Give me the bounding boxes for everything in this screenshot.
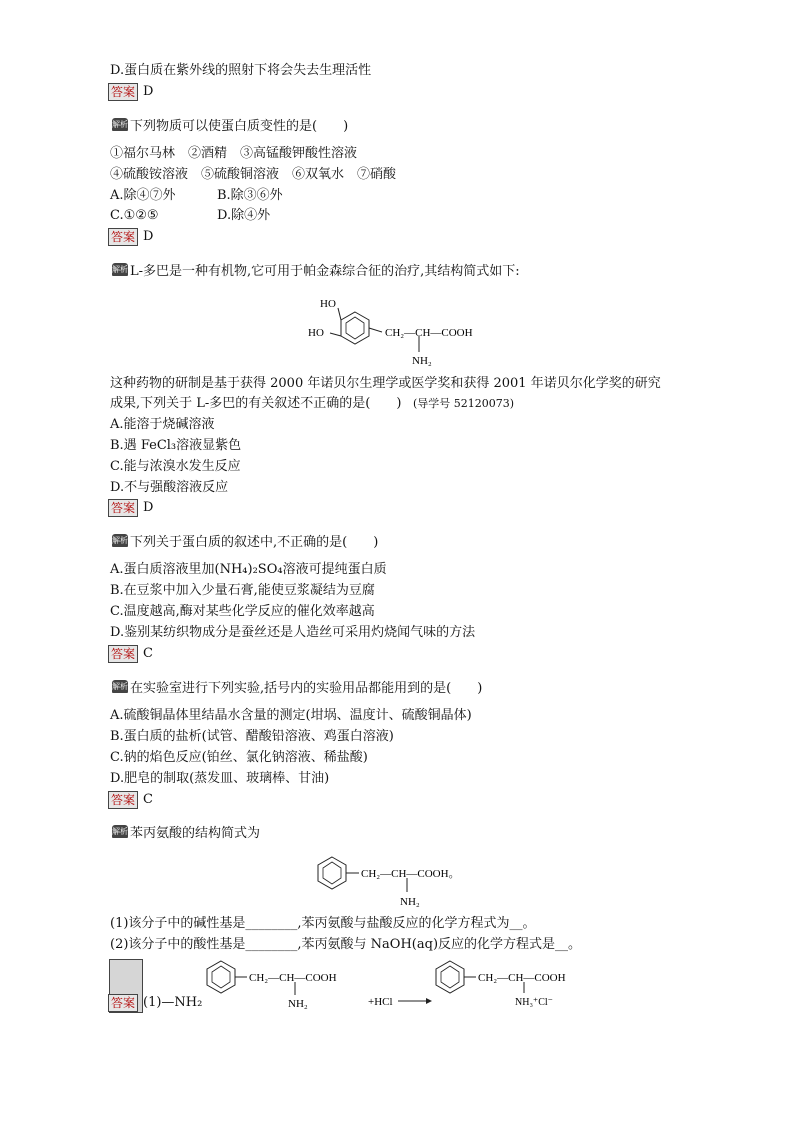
answer-value: D [143, 229, 154, 244]
q4-option-c: C.钠的焰色反应(铂丝、氯化钠溶液、稀盐酸) [110, 750, 368, 765]
answer-badge: 答案 [108, 791, 138, 809]
side-chain: CH₂—CH—COOH。 [361, 868, 460, 880]
answer-value: D [143, 84, 154, 99]
q2-ref: (导学号 52120073) [413, 397, 515, 410]
q1-option-d: D.除④外 [217, 208, 271, 223]
ho-label-bottom: HO [308, 327, 324, 339]
eq-left-amino: NH₂ [288, 998, 308, 1010]
answer-prefix: (1)—NH₂ [143, 995, 203, 1010]
q3-option-a: A.蛋白质溶液里加(NH₄)₂SO₄溶液可提纯蛋白质 [110, 562, 387, 577]
question-icon: 解析 [112, 536, 128, 545]
side-chain: CH₂—CH—COOH [385, 327, 473, 339]
answer-value: C [143, 646, 153, 661]
q4-stem: 在实验室进行下列实验,括号内的实验用品都能用到的是( ) [130, 681, 483, 696]
q1-option-c: C.①②⑤ [110, 208, 159, 223]
answer-badge: 答案 [108, 499, 138, 517]
q3-option-b: B.在豆浆中加入少量石膏,能使豆浆凝结为豆腐 [110, 583, 375, 598]
answer-badge: 答案 [108, 994, 138, 1012]
reaction-equation [200, 955, 600, 1017]
amino-group: NH₂ [412, 355, 432, 367]
q1-line1: ①福尔马林 ②酒精 ③高锰酸钾酸性溶液 [110, 146, 358, 161]
q4-option-b: B.蛋白质的盐析(试管、醋酸铅溶液、鸡蛋白溶液) [110, 729, 394, 744]
q3-stem: 下列关于蛋白质的叙述中,不正确的是( ) [130, 535, 379, 550]
answer-badge: 答案 [108, 228, 138, 246]
q2-option-a: A.能溶于烧碱溶液 [110, 417, 215, 432]
q1-option-b: B.除③⑥外 [217, 188, 283, 203]
q3-option-d: D.鉴别某纺织物成分是蚕丝还是人造丝可采用灼烧闻气味的方法 [110, 625, 476, 640]
eq-right-ammonium: NH₃⁺Cl⁻ [515, 997, 553, 1008]
answer-value: C [143, 792, 153, 807]
eq-right-chain: CH₂—CH—COOH [478, 972, 566, 984]
q2-option-b: B.遇 FeCl₃溶液显紫色 [110, 438, 242, 453]
answer-value: D [143, 500, 154, 515]
q2-desc1: 这种药物的研制是基于获得 2000 年诺贝尔生理学或医学奖和获得 2001 年诺贝尔化学奖的研究 [110, 376, 661, 391]
q4-option-a: A.硫酸铜晶体里结晶水含量的测定(坩埚、温度计、硫酸铜晶体) [110, 708, 472, 723]
q2-option-d: D.不与强酸溶液反应 [110, 480, 229, 495]
question-icon: 解析 [112, 265, 128, 274]
q3-option-c: C.温度越高,酶对某些化学反应的催化效率越高 [110, 604, 375, 619]
l-dopa-structure [300, 288, 520, 370]
q0-option-d: D.蛋白质在紫外线的照射下将会失去生理活性 [110, 63, 372, 78]
q2-desc2: 成果,下列关于 L-多巴的有关叙述不正确的是( ) [110, 396, 402, 411]
q5-sub1: (1)该分子中的碱性基是________,苯丙氨酸与盐酸反应的化学方程式为__。 [110, 916, 536, 931]
q4-option-d: D.肥皂的制取(蒸发皿、玻璃棒、甘油) [110, 771, 330, 786]
amino-group: NH₂ [400, 896, 420, 908]
question-icon: 解析 [112, 682, 128, 691]
q1-stem: 下列物质可以使蛋白质变性的是( ) [130, 119, 349, 134]
answer-badge: 答案 [108, 645, 138, 663]
plus-hcl: +HCl [368, 996, 393, 1008]
q1-option-a: A.除④⑦外 [110, 188, 176, 203]
q5-stem: 苯丙氨酸的结构简式为 [130, 826, 261, 841]
question-icon: 解析 [112, 827, 128, 836]
q5-sub2: (2)该分子中的酸性基是________,苯丙氨酸与 NaOH(aq)反应的化学方程式是__。 [110, 937, 582, 952]
ho-label-top: HO [320, 298, 336, 310]
eq-left-chain: CH₂—CH—COOH [249, 972, 337, 984]
q1-line2: ④硫酸铵溶液 ⑤硫酸铜溶液 ⑥双氧水 ⑦硝酸 [110, 167, 397, 182]
phenylalanine-structure [310, 850, 510, 910]
question-icon: 解析 [112, 120, 128, 129]
q2-option-c: C.能与浓溴水发生反应 [110, 459, 241, 474]
answer-badge: 答案 [108, 83, 138, 101]
q2-stem: L-多巴是一种有机物,它可用于帕金森综合征的治疗,其结构简式如下: [130, 264, 520, 279]
